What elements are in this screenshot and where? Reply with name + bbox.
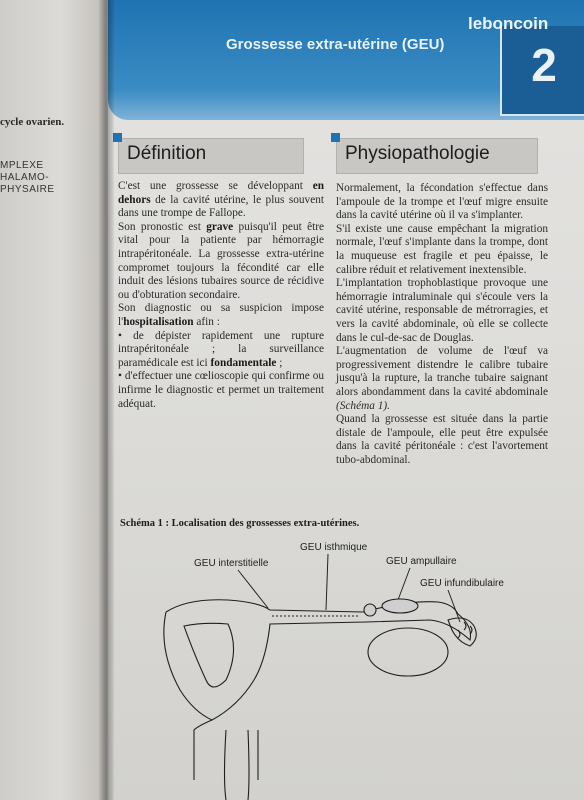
label-ampullaire: GEU ampullaire [386, 556, 457, 567]
left-page-text: cycle ovarien. [0, 116, 65, 128]
schema-diagram [108, 530, 584, 800]
heading-marker [113, 133, 122, 142]
label-infundibulaire: GEU infundibulaire [420, 578, 504, 589]
book-gutter-shadow [98, 0, 114, 800]
definition-paragraph: Son pronostic est grave puisqu'il peut être vital pour la patiente par hémorragie intrapéritonéale. La grossesse extra-utérine compromet toujours la fécondité car elle induit des lésions tubaires source de récidive ou d'obturation secondaire. [118, 220, 324, 301]
uterus-drawing [164, 599, 476, 800]
definition-section [118, 180, 324, 411]
chapter-number-box [500, 26, 584, 116]
physio-paragraph: L'augmentation de volume de l'œuf va progressivement distendre le calibre tubaire jusqu'à la rupture, la tranche tubaire saignant alors abondamment dans la cavité abdominale (Schéma 1). [336, 345, 548, 412]
physio-heading: Physiopathologie [345, 143, 490, 164]
definition-paragraph: Son diagnostic ou sa suspicion impose l'hospitalisation afin : [118, 302, 324, 328]
heading-marker [331, 133, 340, 142]
label-interstitielle: GEU interstitielle [194, 558, 269, 569]
label-isthmique: GEU isthmique [300, 542, 368, 553]
bullet-item: • d'effectuer une cœlioscopie qui confirme ou infirme le diagnostic et permet un traitement adéquat. [118, 370, 324, 410]
physio-paragraph: L'implantation trophoblastique provoque une hémorragie intraluminale qui s'écoule vers la cavité utérine, responsable de métrorragies, et vers la cavité abdominale, où elle se collecte dans le cul-de-sac de Douglas. [336, 277, 548, 344]
definition-heading-box [118, 138, 304, 174]
left-page-fragment: PHYSAIRE [0, 184, 55, 195]
physio-heading-box [336, 138, 538, 174]
physio-paragraph: Quand la grossesse est située dans la partie distale de l'ampoule, elle peut être expulsée dans la cavité péritonéale : c'est l'avortement tubo-abdominal. [336, 413, 548, 466]
chapter-number: 2 [531, 39, 557, 91]
schema-caption: Schéma 1 : Localisation des grossesses extra-utérines. [120, 518, 360, 529]
watermark-logo: leboncoin [468, 14, 549, 33]
physio-paragraph: Normalement, la fécondation s'effectue dans l'ampoule de la trompe et l'œuf migre ensuite dans la cavité utérine où il va s'implanter. [336, 182, 548, 222]
left-page-fragment: MPLEXE [0, 160, 44, 171]
physio-paragraph: S'il existe une cause empêchant la migration normale, l'œuf s'implante dans la trompe, dont la muqueuse est fragile et peu épaisse, le calibre réduit et relativement inextensible. [336, 222, 548, 276]
left-page [0, 0, 112, 800]
left-page-fragment: HALAMO- [0, 172, 50, 183]
right-page [108, 0, 584, 800]
chapter-banner [108, 0, 584, 120]
definition-paragraph: C'est une grossesse se développant en dehors de la cavité utérine, le plus souvent dans une trompe de Fallope. [118, 180, 324, 220]
bullet-item: • de dépister rapidement une rupture intrapéritonéale ; la surveillance paramédicale est ici fondamentale ; [118, 329, 324, 369]
physio-section [336, 182, 548, 467]
definition-heading: Définition [127, 143, 207, 164]
chapter-title: Grossesse extra-utérine (GEU) [226, 36, 445, 53]
